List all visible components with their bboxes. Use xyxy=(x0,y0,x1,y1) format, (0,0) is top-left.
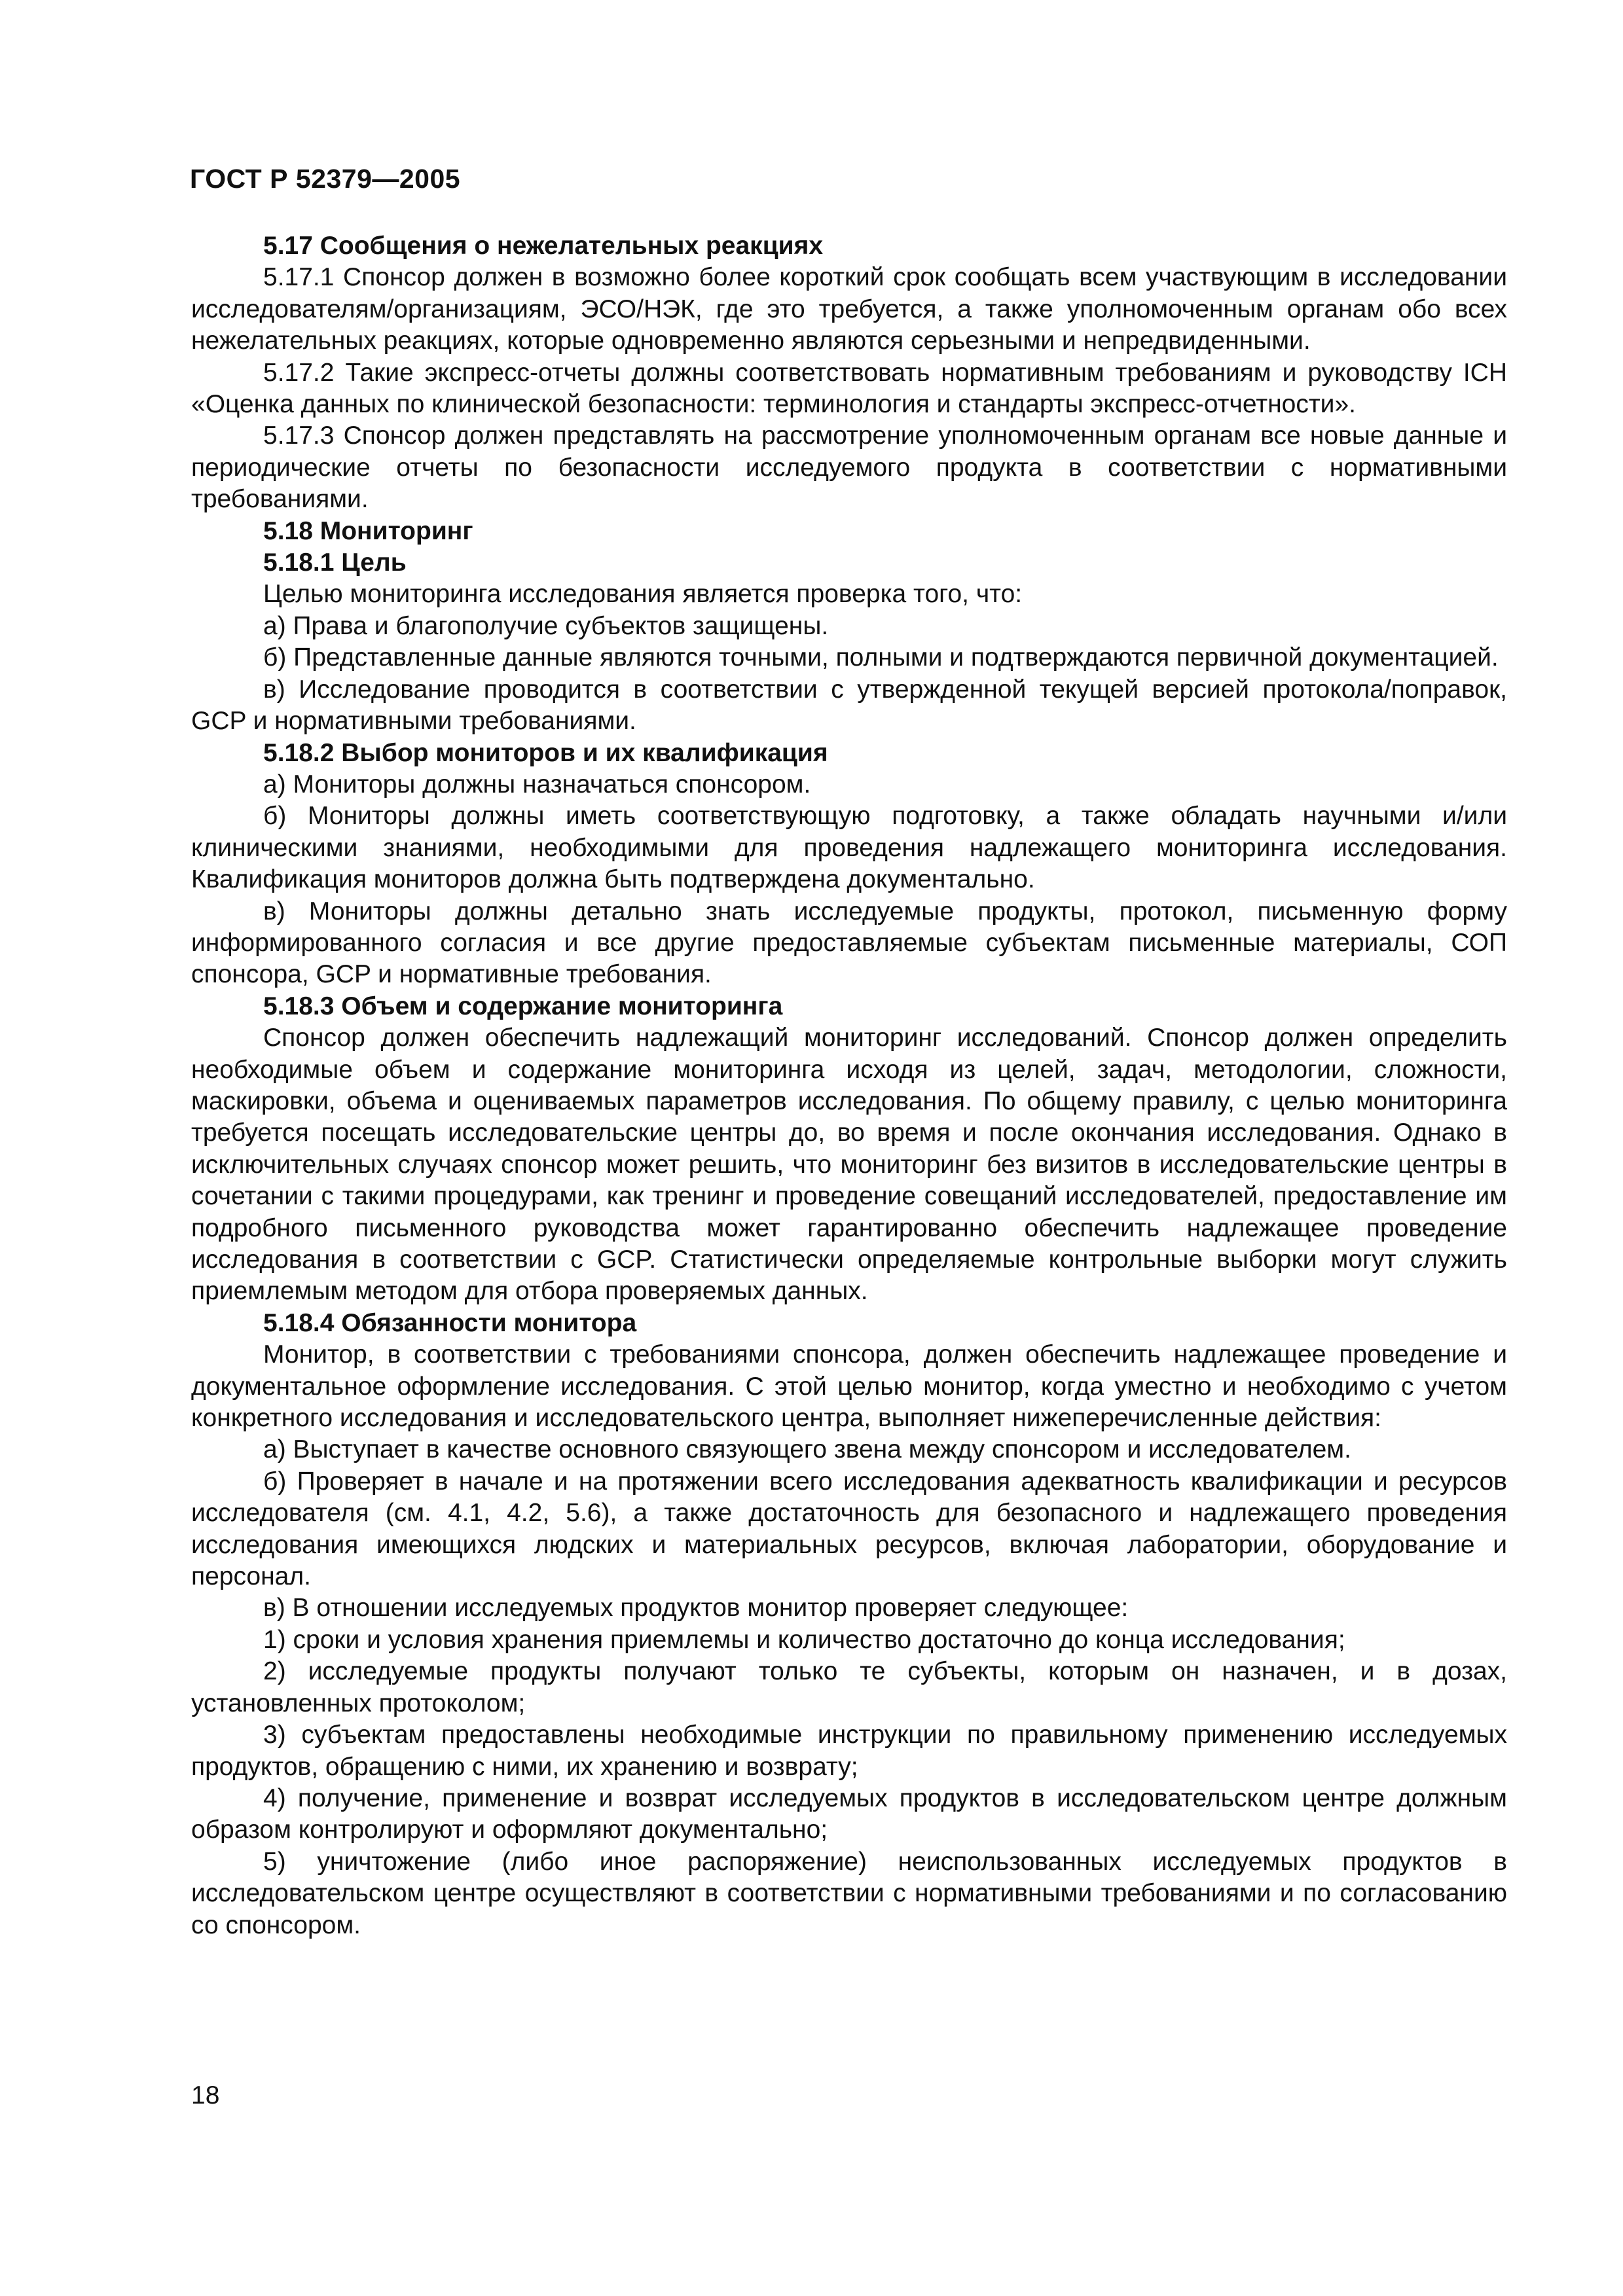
section-heading: 5.17 Сообщения о нежелательных реакциях xyxy=(263,232,824,260)
subsection-heading: 5.18.2 Выбор мониторов и их квалификация xyxy=(263,738,828,767)
paragraph: 5.17.1 Спонсор должен в возможно более короткий срок сообщать всем участвующим в исследовании исследователям/организациям, ЭСО/НЭК, где это требуется, а также уполномоченным органам обо всех нежелательных реакциях, которые одновременно являются серьезными и непредвиденными. xyxy=(191,263,1507,355)
list-item: 4) получение, применение и возврат исследуемых продуктов в исследовательском центре должным образом контролируют и оформляют документально; xyxy=(191,1784,1507,1844)
document-header: ГОСТ Р 52379—2005 xyxy=(190,164,461,194)
list-item: а) Мониторы должны назначаться спонсором. xyxy=(263,770,811,798)
paragraph: 5.17.3 Спонсор должен представлять на рассмотрение уполномоченным органам все новые данные и периодические отчеты по безопасности исследуемого продукта в соответствии с нормативными требованиями. xyxy=(191,422,1507,514)
page-number: 18 xyxy=(191,2081,220,2109)
subsection-heading: 5.18.3 Объем и содержание мониторинга xyxy=(263,992,783,1020)
paragraph: Спонсор должен обеспечить надлежащий мониторинг исследований. Спонсор должен определить необходимые объем и содержание мониторинга исходя из целей, задач, методологии, сложности, маскировки, объема и оцениваемых параметров исследования. По общему правилу, с целью мониторинга требуется посещать исследовательские центры до, во время и после окончания исследования. Однако в исключительных случаях спонсор может решить, что мониторинг без визитов в исследовательские центры в сочетании с такими процедурами, как тренинг и проведение совещаний исследователей, предоставление им подробного письменного руководства может гарантированно обеспечить надлежащее проведение исследования в соответствии с GCP. Статистически определяемые контрольные выборки могут служить приемлемым методом для отбора проверяемых данных. xyxy=(191,1024,1507,1306)
list-item: б) Представленные данные являются точными, полными и подтверждаются первичной документацией. xyxy=(263,643,1499,672)
paragraph: Монитор, в соответствии с требованиями спонсора, должен обеспечить надлежащее проведение и документальное оформление исследования. С этой целью монитор, когда уместно и необходимо с учетом конкретного исследования и исследовательского центра, выполняет нижеперечисленные действия: xyxy=(191,1340,1507,1433)
paragraph: 5.17.2 Такие экспресс-отчеты должны соответствовать нормативным требованиям и руководству ICH «Оценка данных по клинической безопасности: терминология и стандарты экспресс-отчетности». xyxy=(191,358,1507,419)
list-item: 2) исследуемые продукты получают только те субъекты, которым он назначен, и в дозах, установленных протоколом; xyxy=(191,1657,1507,1717)
list-item: 5) уничтожение (либо иное распоряжение) неиспользованных исследуемых продуктов в исследовательском центре осуществляют в соответствии с нормативными требованиями и по согласованию со спонсором. xyxy=(191,1847,1507,1939)
list-item: а) Права и благополучие субъектов защищены. xyxy=(263,611,829,640)
list-item: в) В отношении исследуемых продуктов монитор проверяет следующее: xyxy=(263,1594,1129,1623)
list-item: 3) субъектам предоставлены необходимые инструкции по правильному применению исследуемых продуктов, обращению с ними, их хранению и возврату; xyxy=(191,1721,1507,1781)
section-heading: 5.18 Мониторинг xyxy=(263,516,473,545)
list-item: в) Мониторы должны детально знать исследуемые продукты, протокол, письменную форму информированного согласия и все другие предоставляемые субъектам письменные материалы, СОП спонсора, GCP и нормативные требования. xyxy=(191,897,1507,989)
subsection-heading: 5.18.4 Обязанности монитора xyxy=(263,1308,637,1337)
list-item: в) Исследование проводится в соответствии с утвержденной текущей версией протокола/поправок, GCP и нормативными требованиями. xyxy=(191,675,1507,736)
document-body xyxy=(191,230,1507,1941)
paragraph: Целью мониторинга исследования является проверка того, что: xyxy=(263,580,1023,609)
list-item: б) Проверяет в начале и на протяжении всего исследования адекватность квалификации и ресурсов исследователя (см. 4.1, 4.2, 5.6), а также достаточность для безопасного и надлежащего проведения исследования имеющихся людских и материальных ресурсов, включая лаборатории, оборудование и персонал. xyxy=(191,1467,1507,1591)
list-item: 1) сроки и условия хранения приемлемы и количество достаточно до конца исследования; xyxy=(263,1625,1345,1654)
subsection-heading: 5.18.1 Цель xyxy=(263,548,407,577)
list-item: б) Мониторы должны иметь соответствующую подготовку, а также обладать научными и/или клиническими знаниями, необходимыми для проведения надлежащего мониторинга исследования. Квалификация мониторов должна быть подтверждена документально. xyxy=(191,802,1507,894)
list-item: а) Выступает в качестве основного связующего звена между спонсором и исследователем. xyxy=(263,1435,1351,1464)
